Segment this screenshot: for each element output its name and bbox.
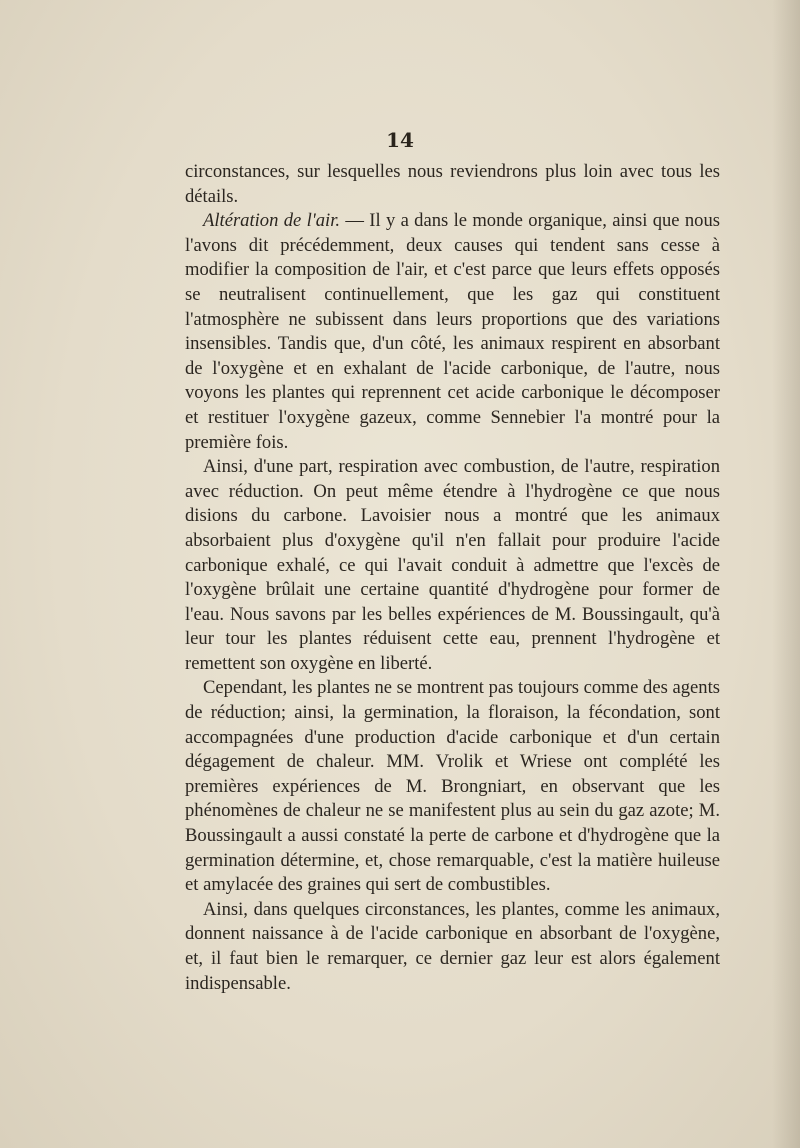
paragraph-1 [185,160,720,209]
paragraph-1-text: circonstances, sur lesquelles nous reviendrons plus loin avec tous les détails. [185,161,720,207]
body-text [185,160,720,996]
paragraph-3-text: Ainsi, d'une part, respiration avec combustion, de l'autre, respiration avec réduction. On peut même étendre à l'hydrogène ce que nous disions du carbone. Lavoisier nous a montré que les animaux absorbaient plus d'oxygène qu'il n'en fallait pour produire l'acide carbonique exhalé, ce qui l'avait conduit à admettre que l'excès de l'oxygène brûlait une certaine quantité d'hydrogène pour former de l'eau. Nous savons par les belles expériences de M. Boussingault, qu'à leur tour les plantes réduisent cette eau, prennent l'hydrogène et remettent son oxygène en liberté. [185,456,720,674]
paragraph-5-text: Ainsi, dans quelques circonstances, les plantes, comme les animaux, donnent naissance à de l'acide carbonique en absorbant de l'oxygène, et, il faut bien le remarquer, ce dernier gaz leur est alors également indispensable. [185,898,720,994]
page-number: 14 [386,128,414,152]
paragraph-4 [185,676,720,897]
paragraph-3 [185,455,720,676]
paragraph-4-text: Cependant, les plantes ne se montrent pas toujours comme des agents de réduction; ainsi, la germination, la floraison, la fécondation, sont accompagnées d'une production d'acide carbonique et d'un certain dégagement de chaleur. MM. Vrolik et Wriese ont complété les premières expériences de M. Brongniart, en observant que les phénomènes de chaleur ne se manifestent plus au sein du gaz azote; M. Boussingault a aussi constaté la perte de carbone et d'hydrogène que la germination détermine, et, chose remarquable, c'est la matière huileuse et amylacée des graines qui sert de combustibles. [185,677,720,896]
paragraph-5 [185,898,720,996]
page-edge-shadow [772,0,800,1148]
section-heading: Altération de l'air. [203,210,341,232]
paragraph-2-text: — Il y a dans le monde organique, ainsi que nous l'avons dit précédemment, deux causes qui tendent sans cesse à modifier la composition de l'air, et c'est parce que leurs effets opposés se neutralisent continuellement, que les gaz qui constituent l'atmosphère ne subissent dans leurs proportions que des variations insensibles. Tandis que, d'un côté, les animaux respirent en absorbant de l'oxygène et en exhalant de l'acide carbonique, de l'autre, nous voyons les plantes qui reprennent cet acide carbonique le décomposer et restituer l'oxygène gazeux, comme Sennebier l'a montré pour la première fois. [185,210,720,453]
paragraph-2 [185,209,720,455]
